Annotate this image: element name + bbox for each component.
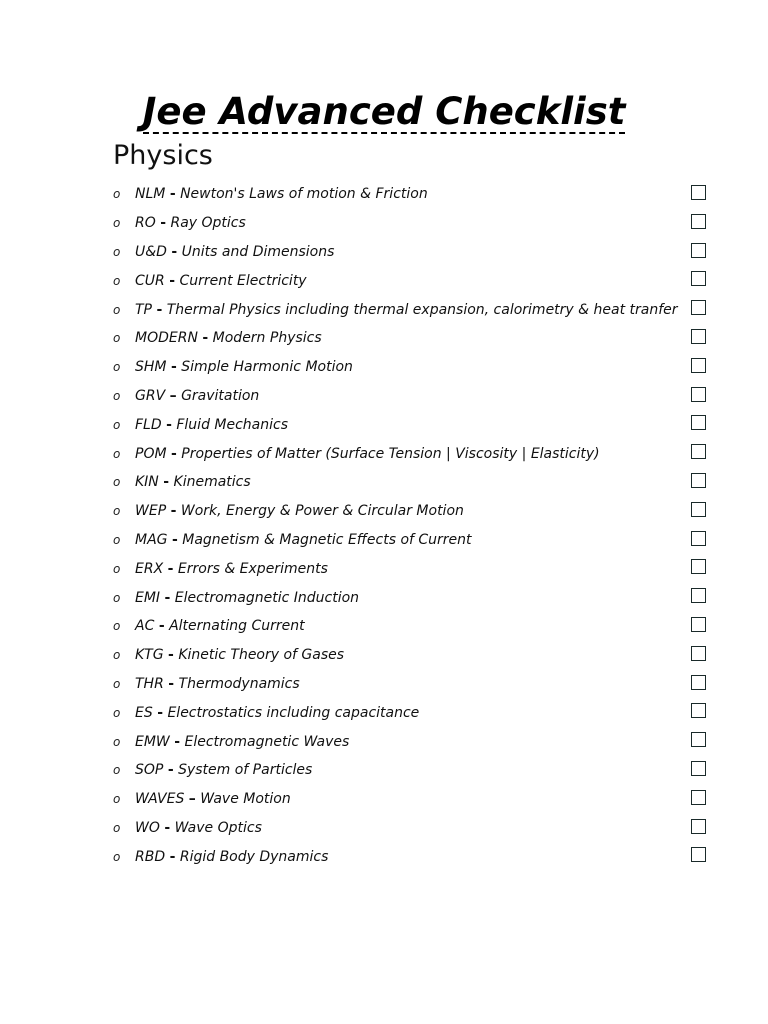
topic-name: Alternating Current [169, 618, 305, 635]
topic-name: Kinetic Theory of Gases [178, 647, 345, 664]
checklist-item [113, 497, 713, 526]
checklist-item [113, 641, 713, 670]
checklist-item [113, 295, 713, 324]
topic-code: WEP [135, 503, 167, 520]
checklist-item [113, 698, 713, 727]
topic-code: GRV [135, 387, 166, 404]
bullet-marker: o [113, 475, 121, 490]
topic-separator: - [171, 243, 178, 260]
checklist-item [113, 209, 713, 238]
topic-checkbox[interactable] [691, 502, 706, 517]
checklist-item [113, 670, 713, 699]
topic-checkbox[interactable] [691, 387, 706, 402]
topic-label [135, 561, 328, 577]
section-heading-physics: Physics [113, 140, 213, 171]
topic-name: Wave Optics [174, 819, 262, 836]
topic-code: EMI [135, 589, 161, 606]
topic-code: U&D [135, 243, 167, 260]
checklist-item [113, 324, 713, 353]
topic-label [135, 503, 464, 519]
topic-separator: - [164, 589, 171, 606]
topic-separator: - [169, 186, 176, 203]
topic-code: MAG [135, 531, 168, 548]
topic-code: ES [135, 704, 153, 721]
topic-checkbox[interactable] [691, 617, 706, 632]
checklist-item [113, 814, 713, 843]
topic-separator: - [169, 272, 176, 289]
topic-code: NLM [135, 186, 166, 203]
topic-code: THR [135, 675, 164, 692]
topic-checkbox[interactable] [691, 790, 706, 805]
bullet-marker: o [113, 590, 121, 605]
topic-code: WAVES [135, 791, 185, 808]
bullet-marker: o [113, 648, 121, 663]
topic-label [135, 820, 262, 836]
topic-code: CUR [135, 272, 165, 289]
topic-label [135, 705, 419, 721]
checklist-item [113, 612, 713, 641]
topic-separator: - [170, 503, 177, 520]
topic-checkbox[interactable] [691, 300, 706, 315]
topic-code: TP [135, 301, 152, 318]
topic-name: Thermodynamics [178, 675, 300, 692]
topic-separator: - [202, 330, 209, 347]
topic-checkbox[interactable] [691, 444, 706, 459]
topic-checkbox[interactable] [691, 185, 706, 200]
topic-name: Units and Dimensions [181, 243, 335, 260]
topic-name: Electrostatics including capacitance [167, 704, 420, 721]
topic-name: Rigid Body Dynamics [179, 848, 329, 865]
topic-separator: - [168, 647, 174, 664]
bullet-marker: o [113, 676, 121, 691]
topic-label [135, 388, 259, 404]
bullet-marker: o [113, 446, 121, 461]
topic-name: Wave Motion [200, 791, 291, 808]
topic-label [135, 359, 353, 375]
bullet-marker: o [113, 216, 121, 231]
topic-label [135, 474, 251, 490]
topic-checklist [113, 180, 713, 871]
checklist-item [113, 382, 713, 411]
topic-code: SOP [135, 762, 164, 779]
checklist-item [113, 756, 713, 785]
topic-name: Simple Harmonic Motion [181, 359, 353, 376]
topic-checkbox[interactable] [691, 415, 706, 430]
topic-name: Kinematics [173, 474, 251, 491]
checklist-item [113, 583, 713, 612]
topic-checkbox[interactable] [691, 473, 706, 488]
topic-label [135, 590, 359, 606]
topic-name: Current Electricity [179, 272, 307, 289]
topic-code: FLD [135, 416, 162, 433]
bullet-marker: o [113, 331, 121, 346]
bullet-marker: o [113, 417, 121, 432]
topic-label [135, 676, 300, 692]
checklist-item [113, 554, 713, 583]
topic-code: EMW [135, 733, 170, 750]
bullet-marker: o [113, 705, 121, 720]
bullet-marker: o [113, 273, 121, 288]
topic-separator: – [188, 791, 196, 808]
checklist-item [113, 180, 713, 209]
bullet-marker: o [113, 792, 121, 807]
topic-separator: - [167, 560, 174, 577]
topic-checkbox[interactable] [691, 531, 706, 546]
topic-name: Gravitation [181, 387, 260, 404]
topic-label [135, 244, 334, 260]
topic-checkbox[interactable] [691, 646, 706, 661]
topic-separator: - [168, 675, 175, 692]
checklist-item [113, 526, 713, 555]
topic-label [135, 734, 349, 750]
topic-checkbox[interactable] [691, 329, 706, 344]
topic-name: Properties of Matter (Surface Tension | Viscosity | Elasticity) [181, 445, 600, 462]
bullet-marker: o [113, 360, 121, 375]
checklist-item [113, 727, 713, 756]
topic-name: System of Particles [178, 762, 313, 779]
checklist-item [113, 842, 713, 871]
topic-checkbox[interactable] [691, 588, 706, 603]
topic-name: Thermal Physics including thermal expansion, calorimetry & heat tranfer [166, 301, 678, 318]
topic-code: AC [135, 618, 155, 635]
topic-code: MODERN [135, 330, 198, 347]
page-title [0, 92, 768, 134]
topic-label [135, 302, 678, 318]
bullet-marker: o [113, 763, 121, 778]
bullet-marker: o [113, 504, 121, 519]
bullet-marker: o [113, 619, 121, 634]
topic-checkbox[interactable] [691, 732, 706, 747]
bullet-marker: o [113, 561, 121, 576]
topic-label [135, 849, 328, 865]
checklist-item [113, 266, 713, 295]
topic-code: ERX [135, 560, 164, 577]
topic-separator: - [156, 301, 163, 318]
topic-code: RO [135, 215, 156, 232]
bullet-marker: o [113, 734, 121, 749]
topic-checkbox[interactable] [691, 675, 706, 690]
topic-label [135, 762, 312, 778]
topic-code: KTG [135, 647, 164, 664]
checklist-item [113, 785, 713, 814]
topic-label [135, 647, 344, 663]
topic-code: SHM [135, 359, 167, 376]
topic-checkbox[interactable] [691, 358, 706, 373]
checklist-item [113, 353, 713, 382]
topic-label [135, 532, 472, 548]
topic-checkbox[interactable] [691, 243, 706, 258]
topic-separator: - [174, 733, 181, 750]
topic-separator: - [160, 215, 167, 232]
topic-code: WO [135, 819, 160, 836]
checklist-item [113, 410, 713, 439]
topic-checkbox[interactable] [691, 214, 706, 229]
topic-name: Ray Optics [170, 215, 246, 232]
topic-label [135, 791, 291, 807]
topic-label [135, 618, 305, 634]
topic-separator: - [166, 416, 172, 433]
topic-separator: - [164, 819, 171, 836]
topic-label [135, 417, 288, 433]
topic-name: Modern Physics [212, 330, 322, 347]
topic-label [135, 330, 322, 346]
bullet-marker: o [113, 849, 121, 864]
topic-name: Electromagnetic Induction [174, 589, 360, 606]
topic-name: Work, Energy & Power & Circular Motion [180, 503, 464, 520]
bullet-marker: o [113, 388, 121, 403]
topic-separator: - [163, 474, 170, 491]
topic-name: Newton's Laws of motion & Friction [180, 186, 428, 203]
topic-checkbox[interactable] [691, 271, 706, 286]
topic-label [135, 215, 246, 231]
topic-name: Errors & Experiments [177, 560, 328, 577]
topic-separator: - [167, 762, 174, 779]
topic-name: Magnetism & Magnetic Effects of Current [182, 531, 472, 548]
bullet-marker: o [113, 532, 121, 547]
topic-separator: – [169, 387, 177, 404]
topic-separator: - [171, 531, 178, 548]
topic-label [135, 273, 307, 289]
bullet-marker: o [113, 302, 121, 317]
topic-code: KIN [135, 474, 159, 491]
checklist-item [113, 439, 713, 468]
topic-checkbox[interactable] [691, 847, 706, 862]
topic-label [135, 446, 600, 462]
topic-separator: - [171, 445, 177, 462]
topic-code: RBD [135, 848, 166, 865]
bullet-marker: o [113, 244, 121, 259]
bullet-marker: o [113, 820, 121, 835]
topic-separator: - [170, 359, 177, 376]
topic-separator: - [169, 848, 176, 865]
topic-checkbox[interactable] [691, 559, 706, 574]
topic-checkbox[interactable] [691, 761, 706, 776]
topic-code: POM [135, 445, 167, 462]
page-title-text: Jee Advanced Checklist [142, 90, 626, 133]
topic-name: Electromagnetic Waves [184, 733, 350, 750]
topic-checkbox[interactable] [691, 819, 706, 834]
checklist-item [113, 468, 713, 497]
topic-separator: - [158, 618, 165, 635]
bullet-marker: o [113, 187, 121, 202]
topic-separator: - [157, 704, 163, 721]
topic-name: Fluid Mechanics [176, 416, 288, 433]
topic-label [135, 186, 428, 202]
topic-checkbox[interactable] [691, 703, 706, 718]
checklist-item [113, 238, 713, 267]
